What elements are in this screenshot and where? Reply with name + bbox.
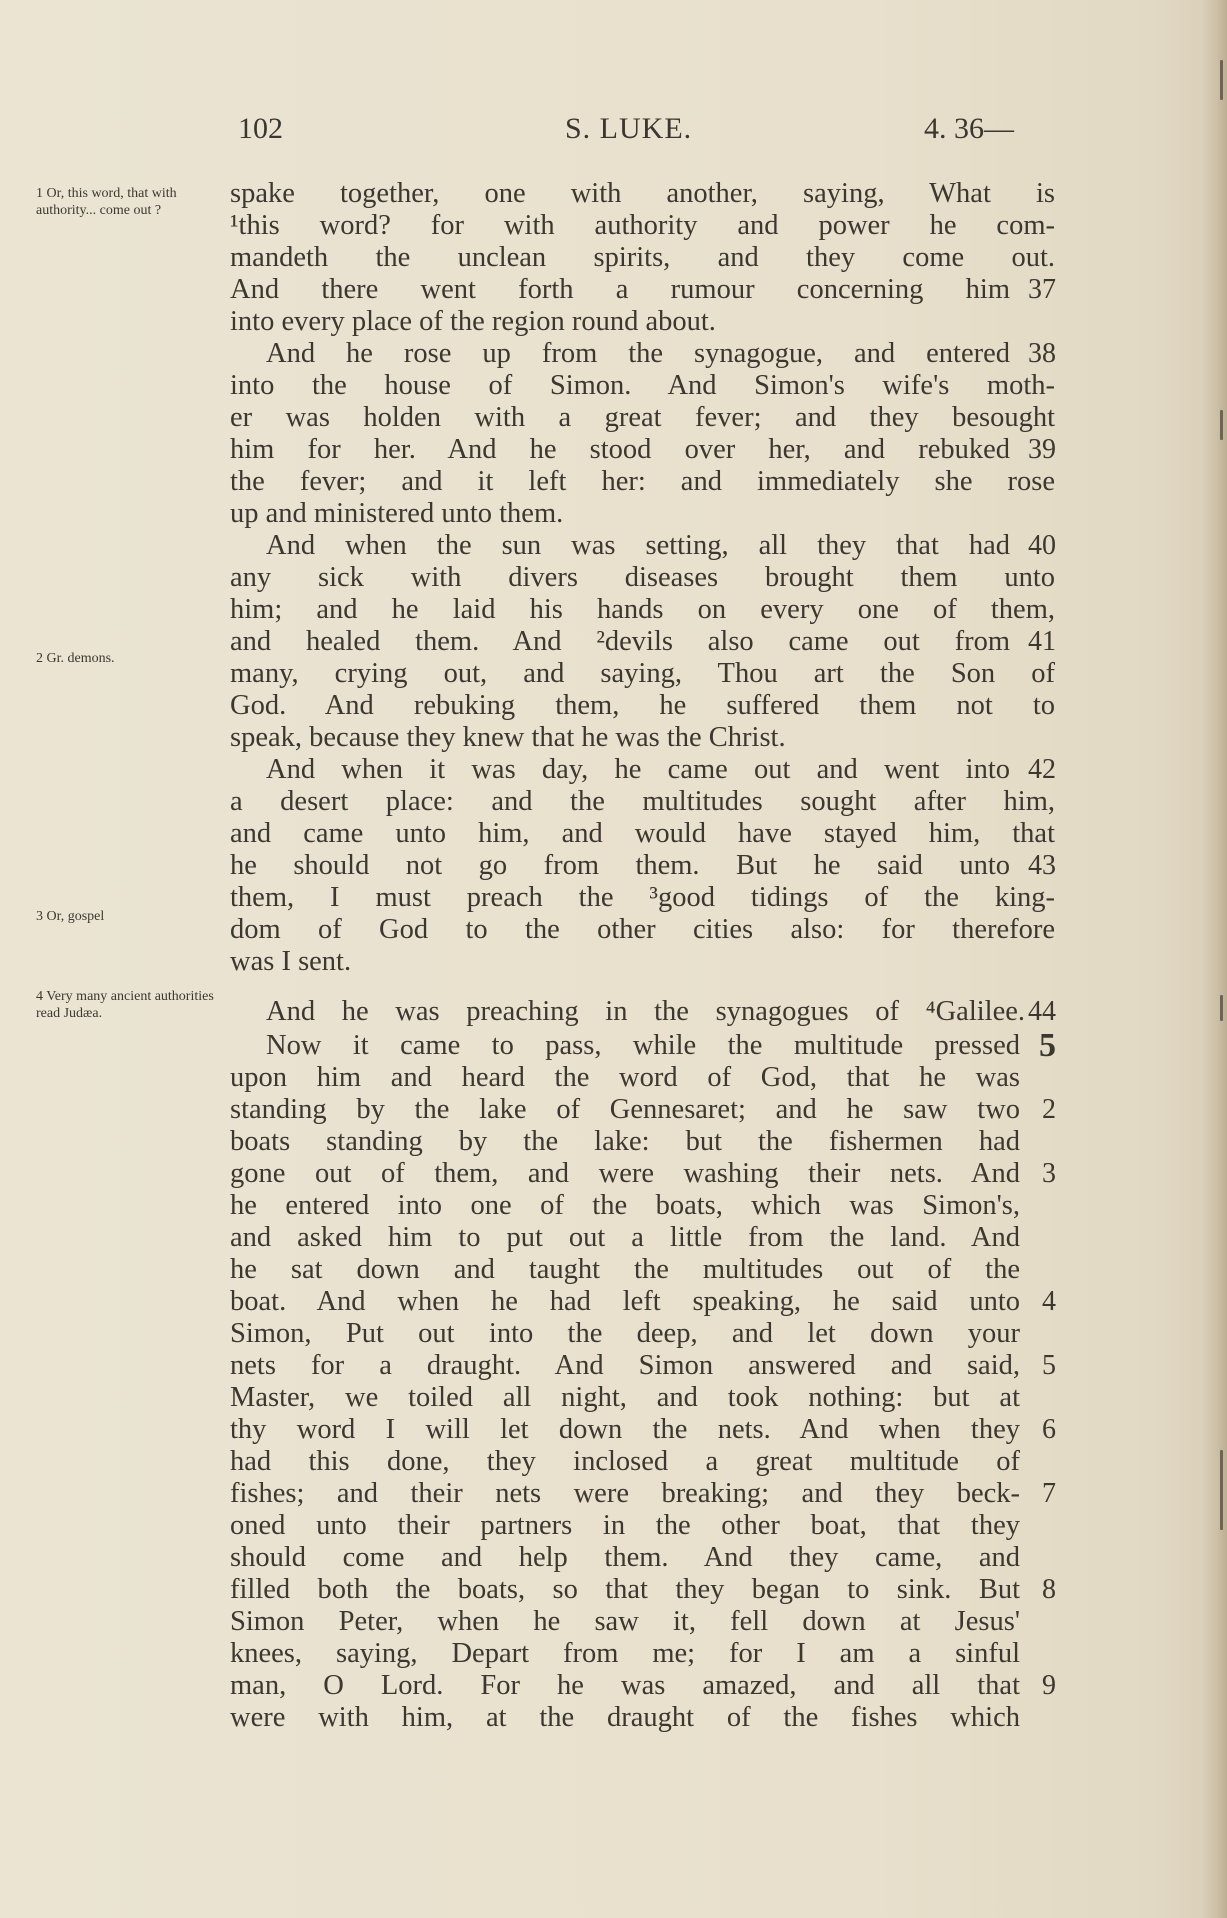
text-line: and asked him to put out a little from the land. And: [230, 1222, 1020, 1253]
text-line: a desert place: and the multitudes sought after him,: [230, 786, 1055, 817]
text-line: er was holden with a great fever; and they besought: [230, 402, 1055, 433]
text-line: Master, we toiled all night, and took nothing: but at: [230, 1382, 1020, 1413]
text-line: any sick with divers diseases brought them unto: [230, 562, 1055, 593]
text-line: he sat down and taught the multitudes out of the: [230, 1254, 1020, 1285]
text-line: were with him, at the draught of the fishes which: [230, 1702, 1020, 1733]
text-line: boats standing by the lake: but the fishermen had: [230, 1126, 1020, 1157]
text-line: them, I must preach the ³good tidings of the king-: [230, 882, 1055, 913]
verse-number: 43: [1028, 850, 1056, 881]
page-edge: [1203, 0, 1227, 1918]
verse-number: 37: [1028, 274, 1056, 305]
text-line: into the house of Simon. And Simon's wife's moth-: [230, 370, 1055, 401]
chapter-number: 5: [1039, 1027, 1056, 1064]
verse-number: 42: [1028, 754, 1056, 785]
book-title: S. LUKE.: [565, 112, 693, 145]
text-line: God. And rebuking them, he suffered them not to: [230, 690, 1055, 721]
text-line: boat. And when he had left speaking, he said unto: [230, 1286, 1020, 1317]
text-line: knees, saying, Depart from me; for I am a sinful: [230, 1638, 1020, 1669]
text-line: he entered into one of the boats, which was Simon's,: [230, 1190, 1020, 1221]
text-line: gone out of them, and were washing their nets. And: [230, 1158, 1020, 1189]
verse-number: 7: [1042, 1478, 1056, 1509]
text-line: ¹this word? for with authority and power he com-: [230, 210, 1055, 241]
text-line: Simon, Put out into the deep, and let down your: [230, 1318, 1020, 1349]
text-line: And he was preaching in the synagogues of ⁴Galilee.: [266, 996, 1025, 1027]
text-line: fishes; and their nets were breaking; and they beck-: [230, 1478, 1020, 1509]
text-line: man, O Lord. For he was amazed, and all that: [230, 1670, 1020, 1701]
verse-number: 41: [1028, 626, 1056, 657]
text-line: he should not go from them. But he said unto: [230, 850, 1010, 881]
text-line: the fever; and it left her: and immediately she rose: [230, 466, 1055, 497]
text-line: upon him and heard the word of God, that he was: [230, 1062, 1020, 1093]
verse-number: 40: [1028, 530, 1056, 561]
verse-number: 39: [1028, 434, 1056, 465]
verse-number: 38: [1028, 338, 1056, 369]
margin-note-2: 2 Gr. demons.: [36, 651, 115, 666]
text-line: And when it was day, he came out and went into: [266, 754, 1010, 785]
verse-number: 2: [1042, 1094, 1056, 1125]
text-line: had this done, they inclosed a great multitude of: [230, 1446, 1020, 1477]
text-line: And when the sun was setting, all they that had: [266, 530, 1010, 561]
text-line: And he rose up from the synagogue, and entered: [266, 338, 1010, 369]
text-line: dom of God to the other cities also: for therefore: [230, 914, 1055, 945]
verse-number: 4: [1042, 1286, 1056, 1317]
text-line: Simon Peter, when he saw it, fell down at Jesus': [230, 1606, 1020, 1637]
text-line: And there went forth a rumour concerning him: [230, 274, 1010, 305]
text-line: speak, because they knew that he was the Christ.: [230, 722, 786, 753]
text-line: and healed them. And ²devils also came out from: [230, 626, 1010, 657]
text-line: him for her. And he stood over her, and rebuked: [230, 434, 1010, 465]
margin-note-1: 1 Or, this word, that with authority... come out ?: [36, 186, 177, 218]
text-line: was I sent.: [230, 946, 352, 977]
verse-number: 5: [1042, 1350, 1056, 1381]
text-line: nets for a draught. And Simon answered and said,: [230, 1350, 1020, 1381]
page-number: 102: [238, 112, 283, 145]
text-line: up and ministered unto them.: [230, 498, 564, 529]
verse-number: 44: [1028, 996, 1056, 1027]
running-header: [238, 112, 1014, 158]
verse-number: 6: [1042, 1414, 1056, 1445]
text-line: standing by the lake of Gennesaret; and he saw two: [230, 1094, 1020, 1125]
verse-number: 3: [1042, 1158, 1056, 1189]
text-line: filled both the boats, so that they began to sink. But: [230, 1574, 1020, 1605]
margin-note-3: 3 Or, gospel: [36, 909, 105, 924]
margin-note-4: 4 Very many ancient authorities read Judæa.: [36, 989, 214, 1021]
text-line: spake together, one with another, saying, What is: [230, 178, 1055, 209]
chapter-reference: 4. 36—: [924, 112, 1014, 145]
text-line: into every place of the region round about.: [230, 306, 716, 337]
text-line: him; and he laid his hands on every one of them,: [230, 594, 1055, 625]
text-line: oned unto their partners in the other boat, that they: [230, 1510, 1020, 1541]
text-line: thy word I will let down the nets. And when they: [230, 1414, 1020, 1445]
text-line: mandeth the unclean spirits, and they come out.: [230, 242, 1055, 273]
verse-number: 9: [1042, 1670, 1056, 1701]
text-line: many, crying out, and saying, Thou art the Son of: [230, 658, 1055, 689]
text-line: and came unto him, and would have stayed him, that: [230, 818, 1055, 849]
verse-number: 8: [1042, 1574, 1056, 1605]
text-line: Now it came to pass, while the multitude pressed: [266, 1030, 1020, 1061]
text-line: should come and help them. And they came, and: [230, 1542, 1020, 1573]
